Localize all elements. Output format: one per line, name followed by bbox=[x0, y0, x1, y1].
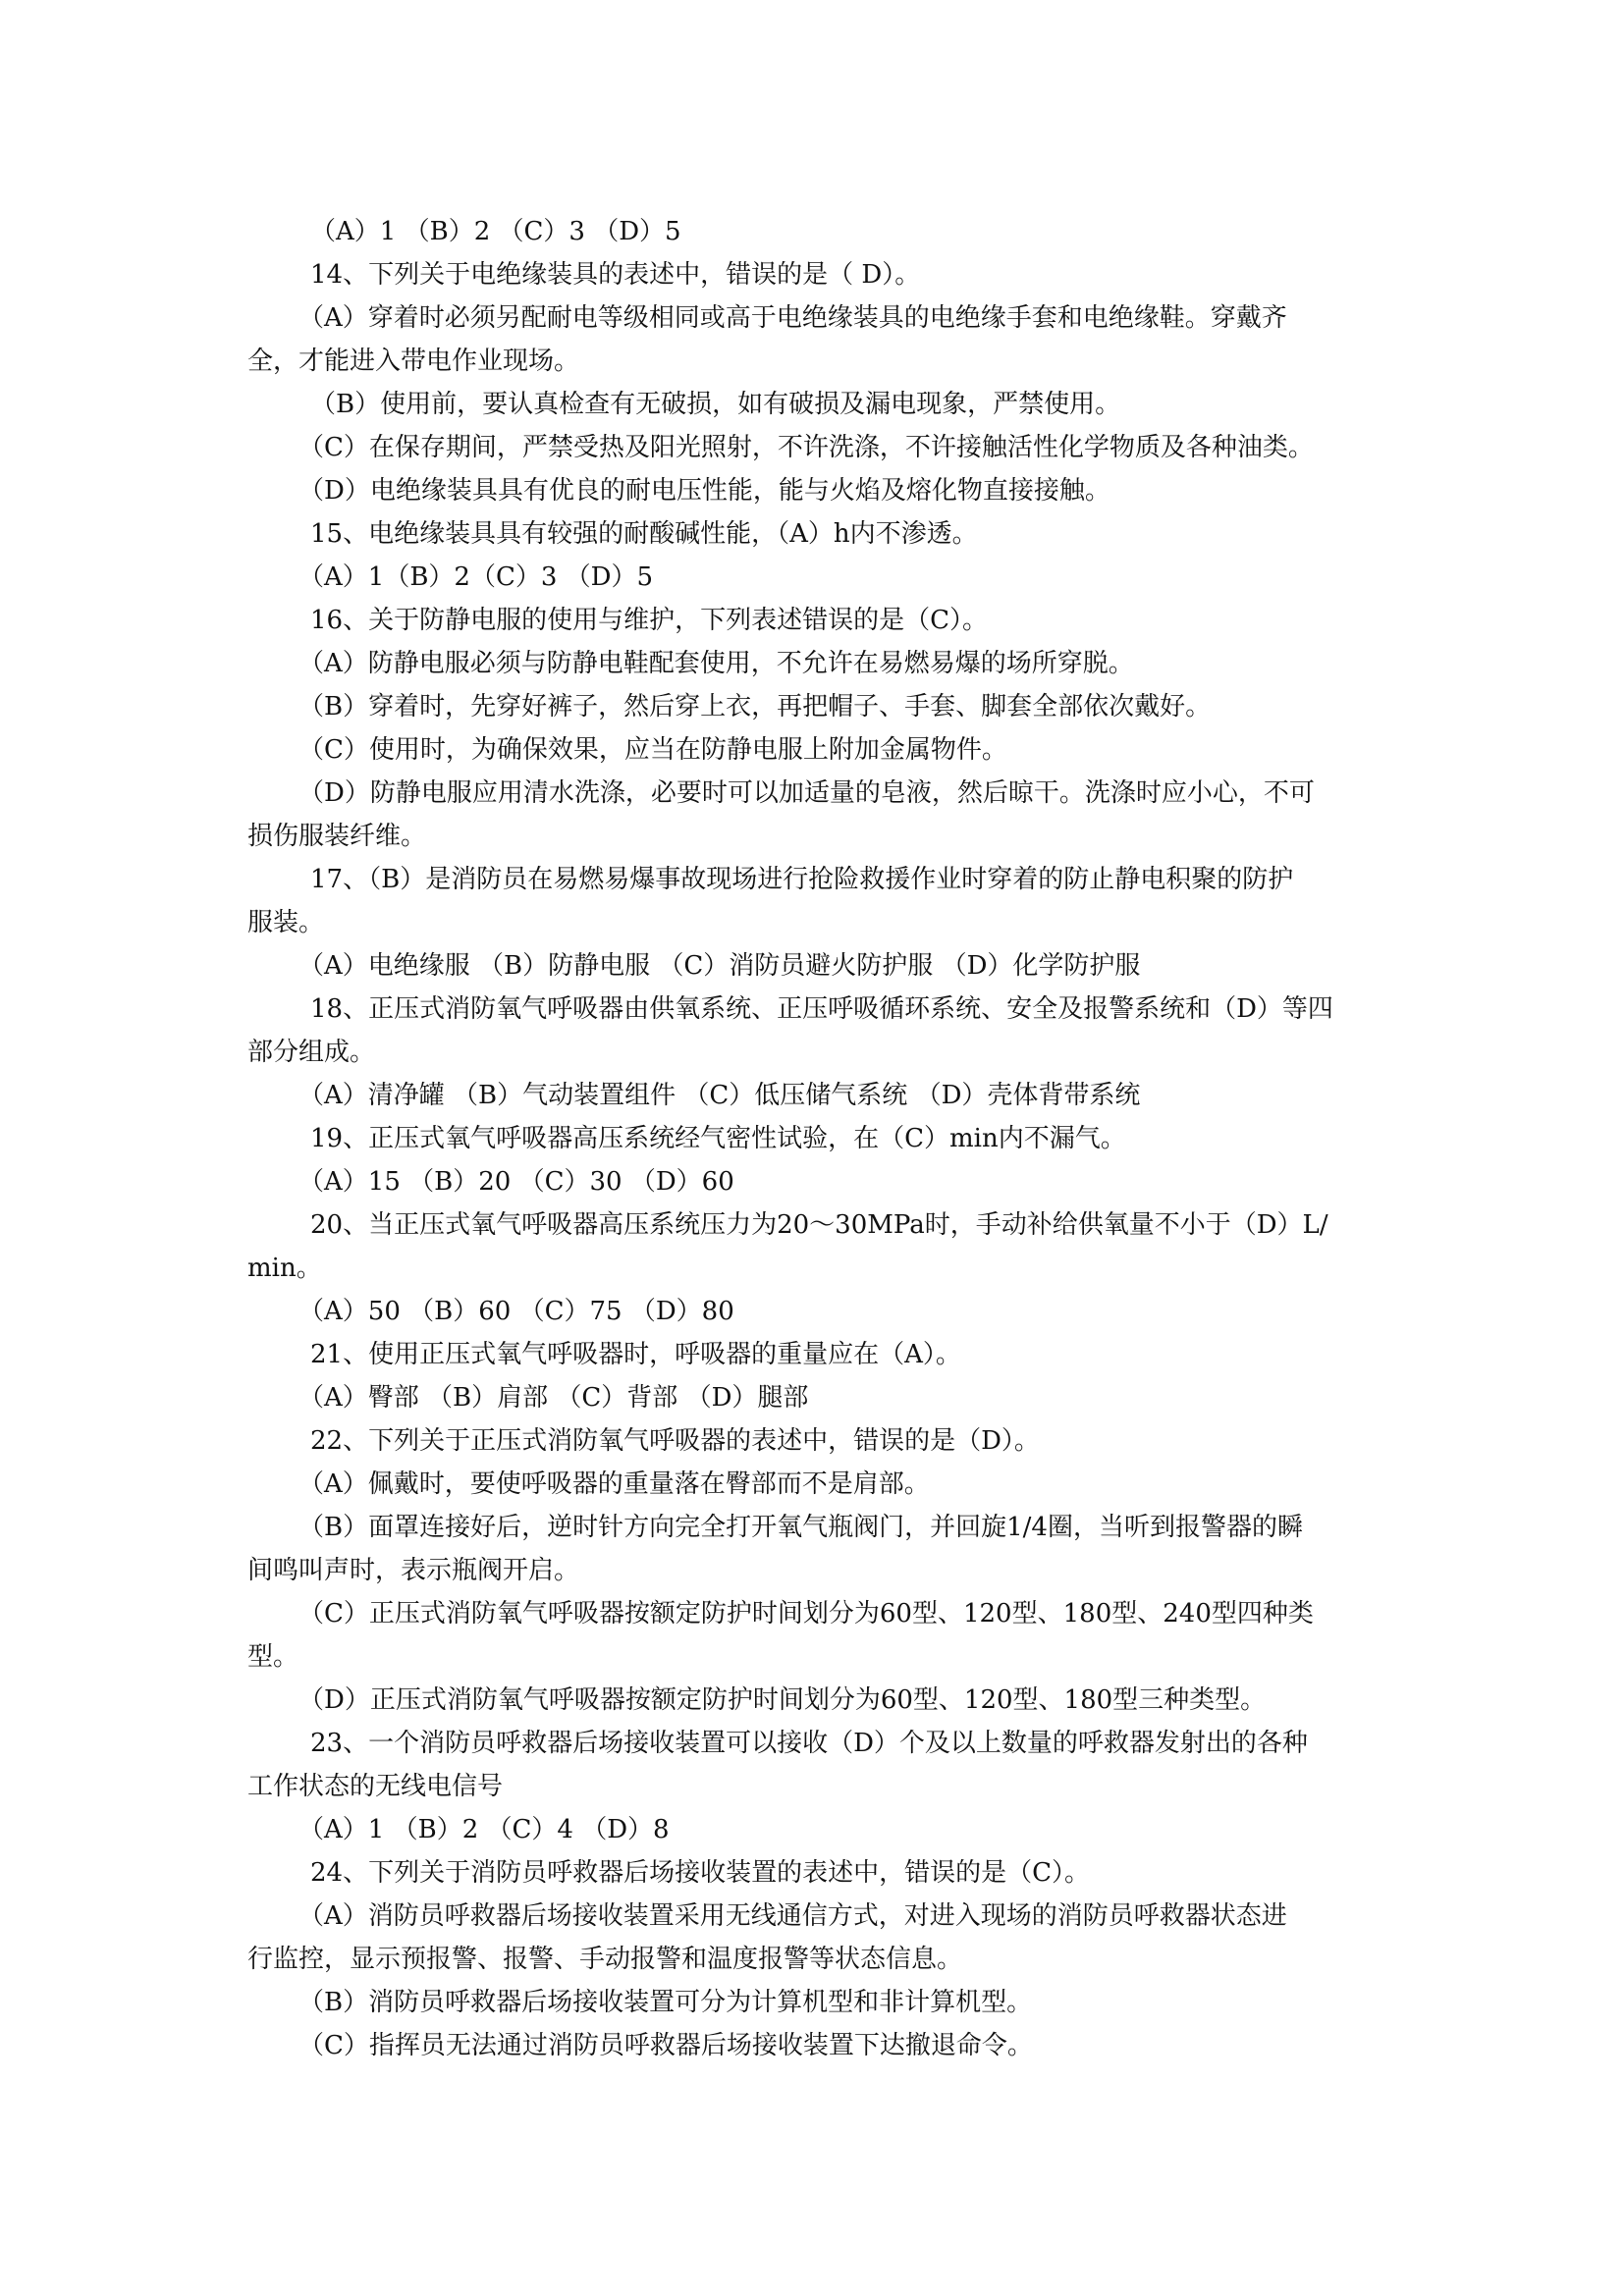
question-18: 18、正压式消防氧气呼吸器由供氧系统、正压呼吸循环系统、安全及报警系统和（D）等四 bbox=[310, 994, 1333, 1024]
option-16-a: （A）防静电服必须与防静电鞋配套使用，不允许在易燃易爆的场所穿脱。 bbox=[298, 649, 1134, 678]
option-22-a: （A）佩戴时，要使呼吸器的重量落在臀部而不是肩部。 bbox=[298, 1469, 930, 1499]
answer-options-20: （A）50 （B）60 （C）75 （D）80 bbox=[298, 1297, 734, 1326]
option-14-d: （D）电绝缘装具具有优良的耐电压性能，能与火焰及熔化物直接接触。 bbox=[298, 476, 1110, 506]
option-24-b: （B）消防员呼救器后场接收装置可分为计算机型和非计算机型。 bbox=[298, 1988, 1033, 2017]
question-20-cont: min。 bbox=[247, 1254, 322, 1283]
option-16-c: （C）使用时，为确保效果，应当在防静电服上附加金属物件。 bbox=[298, 735, 1007, 765]
question-14: 14、下列关于电绝缘装具的表述中，错误的是（ D）。 bbox=[310, 260, 921, 290]
option-16-d-cont: 损伤服装纤维。 bbox=[247, 822, 427, 851]
option-22-c: （C）正压式消防氧气呼吸器按额定防护时间划分为60型、120型、180型、240型四种类 bbox=[298, 1599, 1314, 1629]
option-22-c-cont: 型。 bbox=[247, 1642, 299, 1672]
question-19: 19、正压式氧气呼吸器高压系统经气密性试验，在（C）min内不漏气。 bbox=[310, 1124, 1126, 1153]
option-14-a: （A）穿着时必须另配耐电等级相同或高于电绝缘装具的电绝缘手套和电绝缘鞋。穿戴齐 bbox=[298, 303, 1287, 333]
question-22: 22、下列关于正压式消防氧气呼吸器的表述中，错误的是（D）。 bbox=[310, 1426, 1040, 1456]
question-24: 24、下列关于消防员呼救器后场接收装置的表述中，错误的是（C）。 bbox=[310, 1858, 1090, 1888]
question-17: 17、（B）是消防员在易燃易爆事故现场进行抢险救援作业时穿着的防止静电积聚的防护 bbox=[310, 865, 1294, 894]
question-20: 20、当正压式氧气呼吸器高压系统压力为20～30MPa时，手动补给供氧量不小于（D）L/ bbox=[310, 1210, 1328, 1240]
answer-options-19: （A）15 （B）20 （C）30 （D）60 bbox=[298, 1167, 734, 1197]
question-21: 21、使用正压式氧气呼吸器时，呼吸器的重量应在（A）。 bbox=[310, 1340, 961, 1369]
answer-options-17: （A）电绝缘服 （B）防静电服 （C）消防员避火防护服 （D）化学防护服 bbox=[298, 951, 1141, 981]
option-24-c: （C）指挥员无法通过消防员呼救器后场接收装置下达撤退命令。 bbox=[298, 2031, 1033, 2060]
question-16: 16、关于防静电服的使用与维护，下列表述错误的是（C）。 bbox=[310, 606, 988, 635]
answer-options-23: （A）1 （B）2 （C）4 （D）8 bbox=[298, 1815, 670, 1844]
question-15: 15、电绝缘装具具有较强的耐酸碱性能，（A）h内不渗透。 bbox=[310, 519, 978, 549]
option-24-a-cont: 行监控，显示预报警、报警、手动报警和温度报警等状态信息。 bbox=[247, 1945, 963, 1974]
answer-options-18: （A）清净罐 （B）气动装置组件 （C）低压储气系统 （D）壳体背带系统 bbox=[298, 1081, 1141, 1110]
document-page bbox=[247, 210, 1388, 2067]
option-14-a-cont: 全，才能进入带电作业现场。 bbox=[247, 347, 580, 376]
option-22-d: （D）正压式消防氧气呼吸器按额定防护时间划分为60型、120型、180型三种类型。 bbox=[298, 1685, 1267, 1715]
option-22-b-cont: 间鸣叫声时，表示瓶阀开启。 bbox=[247, 1556, 580, 1585]
option-14-c: （C）在保存期间，严禁受热及阳光照射，不许洗涤，不许接触活性化学物质及各种油类。 bbox=[298, 433, 1314, 462]
option-24-a: （A）消防员呼救器后场接收装置采用无线通信方式，对进入现场的消防员呼救器状态进 bbox=[298, 1901, 1287, 1931]
answer-options-15: （A）1（B）2（C）3 （D）5 bbox=[298, 562, 654, 592]
question-18-cont: 部分组成。 bbox=[247, 1038, 376, 1067]
option-22-b: （B）面罩连接好后，逆时针方向完全打开氧气瓶阀门，并回旋1/4圈，当听到报警器的瞬 bbox=[298, 1513, 1303, 1542]
question-17-cont: 服装。 bbox=[247, 908, 325, 937]
question-23: 23、一个消防员呼救器后场接收装置可以接收（D）个及以上数量的呼救器发射出的各种 bbox=[310, 1729, 1308, 1758]
answer-options-21: （A）臀部 （B）肩部 （C）背部 （D）腿部 bbox=[298, 1383, 809, 1413]
option-16-b: （B）穿着时，先穿好裤子，然后穿上衣，再把帽子、手套、脚套全部依次戴好。 bbox=[298, 692, 1212, 721]
answer-options-13: （A）1 （B）2 （C）3 （D）5 bbox=[310, 217, 681, 246]
option-16-d: （D）防静电服应用清水洗涤，必要时可以加适量的皂液，然后晾干。洗涤时应小心，不可 bbox=[298, 778, 1315, 808]
option-14-b: （B）使用前，要认真检查有无破损，如有破损及漏电现象，严禁使用。 bbox=[310, 390, 1121, 419]
question-23-cont: 工作状态的无线电信号 bbox=[247, 1772, 504, 1801]
